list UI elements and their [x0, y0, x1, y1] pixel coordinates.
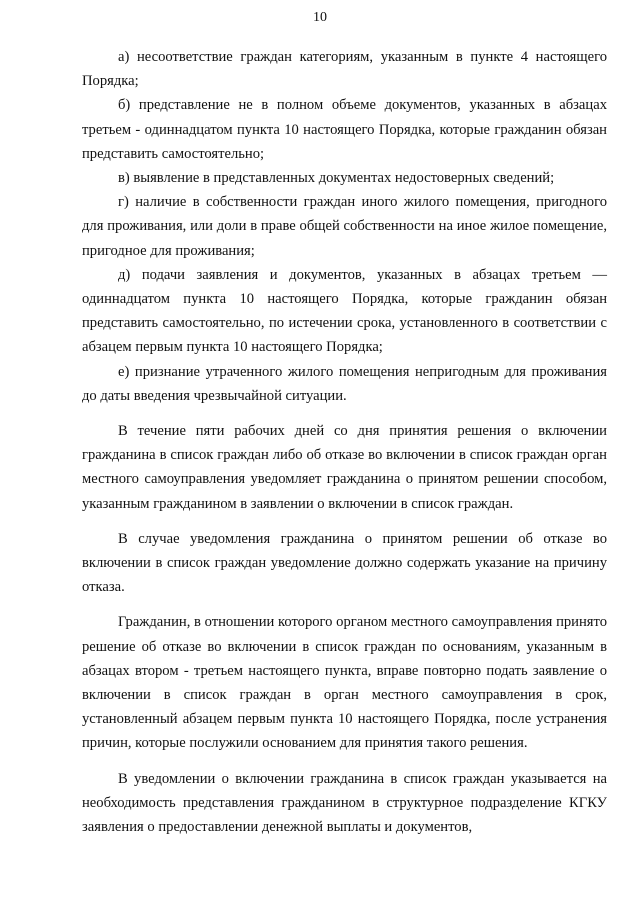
paragraph-item-g: г) наличие в собственности граждан иного жилого помещения, пригодного для проживания, или доли в праве общей собственности на иное жилое помещение, пригодное для проживания;: [82, 194, 607, 259]
paragraph-repeat-application: Гражданин, в отношении которого органом местного самоуправления принято решение об отказе во включении в список граждан по основаниям, указанным в абзацах втором - третьем настоящего пункта, вправе повторно подать заявление о включении в список граждан в орган местного самоуправления в срок, установленный абзацем первым пункта 10 настоящего Порядка, после устранения причин, которые послужили основанием для принятия такого решения.: [82, 614, 607, 752]
paragraph-item-b: б) представление не в полном объеме документов, указанных в абзацах третьем - одиннадцатом пункта 10 настоящего Порядка, которые гражданин обязан представить самостоятельно;: [82, 97, 607, 162]
paragraph-refusal-reason: В случае уведомления гражданина о принятом решении об отказе во включении в список граждан уведомление должно содержать указание на причину отказа.: [82, 530, 607, 596]
paragraph-item-a: а) несоответствие граждан категориям, указанным в пункте 4 настоящего Порядка;: [82, 49, 607, 90]
paragraph-item-d: д) подачи заявления и документов, указанных в абзацах третьем — одиннадцатом пункта 10 настоящего Порядка, которые гражданин обязан представить самостоятельно, по истечении срока, установленного в соответствии с абзацем первым пункта 10 настоящего Порядка;: [82, 266, 607, 356]
document-body: [82, 45, 607, 839]
page-number: 10: [313, 10, 327, 25]
paragraph-item-e: е) признание утраченного жилого помещения непригодным для проживания до даты введения чрезвычайной ситуации.: [82, 363, 607, 404]
paragraph-notification-deadline: В течение пяти рабочих дней со дня принятия решения о включении гражданина в список граждан либо об отказе во включении в список граждан орган местного самоуправления уведомляет гражданина о принятом решении способом, указанным гражданином в заявлении о включении в список граждан.: [82, 423, 607, 512]
paragraph-inclusion-notice: В уведомлении о включении гражданина в список граждан указывается на необходимость представления гражданином в структурное подразделение КГКУ заявления о предоставлении денежной выплаты и документов,: [82, 770, 607, 836]
paragraph-item-v: в) выявление в представленных документах недостоверных сведений;: [118, 170, 555, 187]
